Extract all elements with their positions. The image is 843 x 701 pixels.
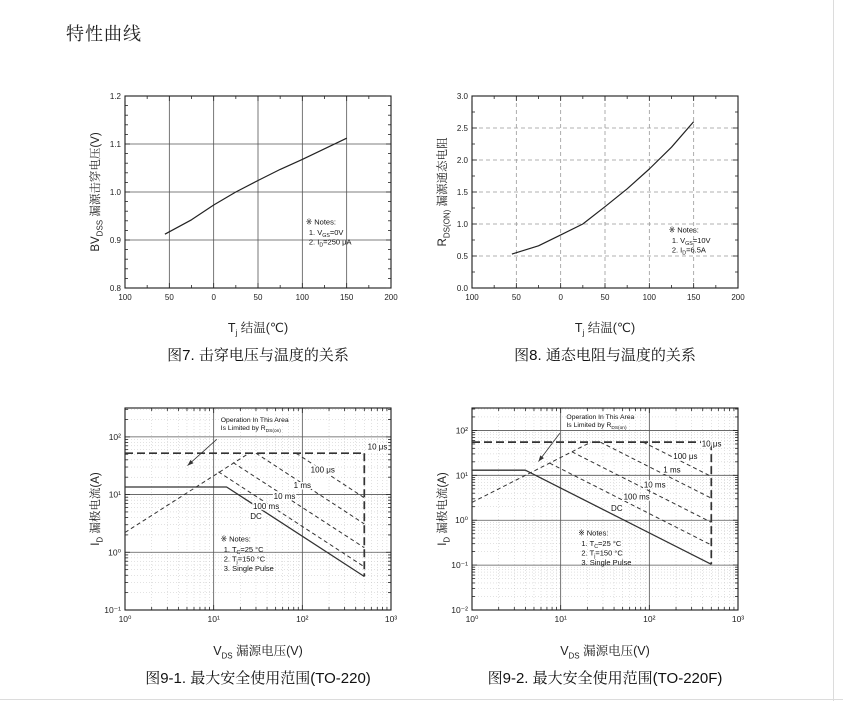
svg-text:3. Single Pulse: 3. Single Pulse	[581, 557, 632, 567]
svg-text:50: 50	[164, 293, 174, 302]
svg-text:※ Notes:: ※ Notes:	[220, 534, 251, 544]
fig8-plot	[432, 88, 752, 320]
svg-text:Is Limited by RDS(on): Is Limited by $R_{DS(on)}$	[566, 422, 627, 432]
svg-text:10³: 10³	[731, 614, 745, 624]
svg-text:0.0: 0.0	[456, 284, 468, 293]
svg-text:150: 150	[339, 293, 354, 302]
svg-text:100 μs: 100 μs	[310, 465, 335, 475]
svg-text:10¹: 10¹	[108, 489, 121, 500]
svg-text:2. ID=250 μA: 2. $I_D=250$ μA	[308, 237, 352, 249]
figure-8	[432, 88, 752, 365]
page-border-right	[833, 0, 834, 701]
svg-text:1.2: 1.2	[109, 92, 121, 101]
fig9-2-x-axis-title: $V_{DS}$ 漏源电压(V)	[560, 644, 650, 661]
svg-text:DC: DC	[611, 504, 623, 514]
svg-text:1.0: 1.0	[109, 188, 121, 197]
svg-text:※ Notes:: ※ Notes:	[305, 217, 336, 227]
svg-text:10⁰: 10⁰	[455, 515, 468, 526]
svg-text:0: 0	[211, 293, 216, 302]
svg-text:※ Notes:: ※ Notes:	[668, 225, 699, 235]
svg-text:150: 150	[686, 293, 701, 302]
fig9-1-plot	[85, 398, 405, 643]
svg-text:0.9: 0.9	[109, 236, 121, 245]
svg-text:10 ms: 10 ms	[273, 491, 296, 501]
fig7-caption: 图7. 击穿电压与温度的关系	[167, 346, 349, 364]
figure-7	[85, 88, 405, 365]
svg-text:10²: 10²	[108, 431, 121, 442]
svg-text:10 ms: 10 ms	[643, 480, 666, 490]
svg-text:10³: 10³	[384, 614, 398, 624]
svg-text:0: 0	[558, 293, 563, 302]
svg-text:1 ms: 1 ms	[663, 465, 681, 475]
figure-9-1	[85, 398, 405, 688]
svg-text:10⁻¹: 10⁻¹	[451, 560, 468, 571]
svg-text:2.5: 2.5	[456, 124, 468, 133]
svg-text:Is Limited by RDS(on): Is Limited by $R_{DS(on)}$	[220, 425, 281, 435]
figure-9-2	[432, 398, 752, 688]
svg-text:1.0: 1.0	[456, 220, 468, 229]
svg-text:DC: DC	[250, 511, 262, 521]
svg-text:100: 100	[465, 293, 479, 302]
svg-text:10²: 10²	[643, 614, 656, 624]
svg-text:200: 200	[384, 293, 398, 302]
svg-text:10⁻¹: 10⁻¹	[104, 605, 121, 615]
svg-text:100: 100	[642, 293, 657, 302]
svg-text:1. VGS=10V: 1. $V_{GS}=10V$	[671, 235, 711, 247]
fig9-1-x-axis-title: $V_{DS}$ 漏源电压(V)	[213, 644, 303, 661]
page-title: 特性曲线	[66, 24, 142, 44]
svg-text:Operation In This Area: Operation In This Area	[220, 417, 289, 425]
svg-text:10⁰: 10⁰	[465, 614, 479, 624]
fig8-caption: 图8. 通态电阻与温度的关系	[514, 346, 696, 364]
svg-text:50: 50	[511, 293, 521, 302]
svg-text:100: 100	[118, 293, 132, 302]
svg-text:10 μs: 10 μs	[701, 439, 722, 449]
svg-text:100 μs: 100 μs	[673, 452, 698, 462]
svg-text:1. TC=25 °C: 1. $T_C=25$ °C	[581, 538, 622, 550]
page-border-bottom	[0, 699, 843, 700]
svg-text:10⁰: 10⁰	[108, 547, 121, 558]
svg-text:0.5: 0.5	[456, 252, 468, 261]
svg-text:10⁻²: 10⁻²	[451, 605, 468, 615]
svg-text:2. Tj=150 °C: 2. $T_j=150$ °C	[581, 548, 623, 560]
svg-text:0.8: 0.8	[109, 284, 121, 293]
svg-text:1. VGS=0V: 1. $V_{GS}=0V$	[308, 228, 344, 240]
svg-text:10 μs: 10 μs	[367, 442, 388, 452]
svg-text:※ Notes:: ※ Notes:	[578, 528, 609, 538]
fig9-1-caption: 图9-1. 最大安全使用范围(TO-220)	[145, 669, 371, 687]
svg-text:10²: 10²	[455, 425, 468, 436]
svg-text:10⁰: 10⁰	[118, 614, 132, 624]
svg-text:200: 200	[731, 293, 745, 302]
svg-text:10²: 10²	[296, 614, 309, 624]
svg-text:1.5: 1.5	[456, 188, 468, 197]
svg-text:10¹: 10¹	[455, 470, 468, 481]
svg-text:2. ID=6.5A: 2. $I_D=6.5A$	[671, 245, 706, 257]
fig9-2-plot	[432, 398, 752, 643]
svg-text:3.0: 3.0	[456, 92, 468, 101]
fig7-plot	[85, 88, 405, 320]
svg-text:1 ms: 1 ms	[293, 480, 312, 490]
svg-text:3. Single Pulse: 3. Single Pulse	[223, 563, 274, 573]
svg-text:10¹: 10¹	[554, 614, 567, 624]
svg-text:2.0: 2.0	[456, 156, 468, 165]
svg-text:1.1: 1.1	[109, 140, 121, 149]
fig9-1-y-axis-title: $I_D$ 漏极电流(A)	[90, 472, 105, 546]
svg-text:100 ms: 100 ms	[623, 492, 650, 502]
svg-text:50: 50	[253, 293, 263, 302]
fig8-x-axis-title: $T_j$ 结温(℃)	[574, 321, 636, 338]
fig7-y-axis-title: $BV_{DSS}$ 漏源击穿电压(V)	[90, 132, 105, 252]
fig7-x-axis-title: $T_j$ 结温(℃)	[227, 321, 289, 338]
svg-text:100: 100	[295, 293, 310, 302]
svg-text:10¹: 10¹	[207, 614, 220, 624]
svg-text:50: 50	[600, 293, 610, 302]
svg-text:Operation In This Area: Operation In This Area	[566, 414, 635, 422]
fig8-y-axis-title: $R_{DS(ON)}$ 漏源通态电阻	[437, 137, 452, 247]
fig9-2-y-axis-title: $I_D$ 漏极电流(A)	[437, 472, 452, 546]
svg-text:100 ms: 100 ms	[252, 502, 280, 512]
svg-text:2. Tj=150 °C: 2. $T_j=150$ °C	[223, 554, 266, 566]
svg-text:1. TC=25 °C: 1. $T_C=25$ °C	[223, 544, 264, 556]
fig9-2-caption: 图9-2. 最大安全使用范围(TO-220F)	[487, 669, 723, 687]
